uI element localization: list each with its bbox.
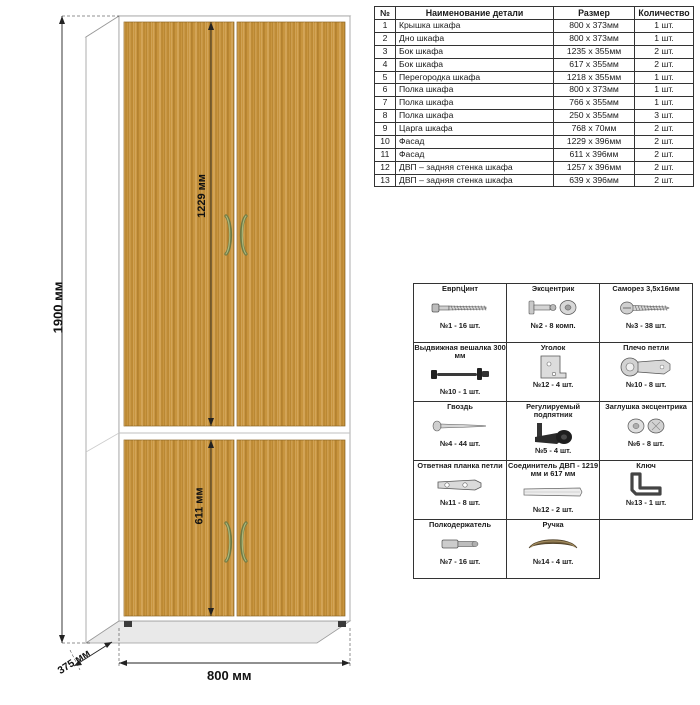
parts-cell-size: 611 х 396мм	[554, 148, 635, 161]
parts-cell-size: 1229 х 396мм	[554, 135, 635, 148]
parts-cell-qty: 2 шт.	[635, 161, 694, 174]
hardware-code: №11 - 8 шт.	[440, 498, 480, 507]
parts-cell-qty: 1 шт.	[635, 20, 694, 33]
parts-cell-name: Перегородка шкафа	[396, 71, 554, 84]
hardware-table	[413, 283, 693, 579]
parts-cell-size: 1235 х 355мм	[554, 45, 635, 58]
parts-cell-name: Дно шкафа	[396, 32, 554, 45]
parts-cell-num: 8	[375, 110, 396, 123]
table-row	[375, 97, 694, 110]
parts-cell-qty: 1 шт.	[635, 84, 694, 97]
parts-table-header-row	[375, 7, 694, 20]
self-tapping-screw-icon	[600, 295, 692, 321]
hardware-title: Ручка	[542, 520, 564, 529]
hinge-plate-icon	[414, 472, 506, 498]
table-row	[375, 20, 694, 33]
hardware-title: Заглушка эксцентрика	[605, 402, 687, 411]
parts-cell-name: ДВП – задняя стенка шкафа	[396, 161, 554, 174]
parts-cell-qty: 1 шт.	[635, 32, 694, 45]
pull-out-hanger-icon	[414, 361, 506, 387]
parts-cell-qty: 2 шт.	[635, 135, 694, 148]
parts-cell-name: ДВП – задняя стенка шкафа	[396, 174, 554, 187]
hardware-title: Соединитель ДВП - 1219 мм и 617 мм	[507, 461, 599, 479]
hardware-code: №14 - 4 шт.	[532, 557, 574, 566]
table-row	[375, 110, 694, 123]
parts-cell-num: 1	[375, 20, 396, 33]
hardware-cell	[507, 402, 600, 461]
hardware-code: №1 - 16 шт.	[439, 321, 481, 330]
parts-cell-qty: 2 шт.	[635, 58, 694, 71]
parts-cell-name: Полка шкафа	[396, 97, 554, 110]
hardware-code: №12 - 2 шт.	[532, 505, 574, 515]
parts-cell-num: 4	[375, 58, 396, 71]
table-row	[375, 71, 694, 84]
parts-cell-name: Бок шкафа	[396, 45, 554, 58]
parts-cell-qty: 3 шт.	[635, 110, 694, 123]
parts-cell-num: 5	[375, 71, 396, 84]
hardware-title: Ключ	[636, 461, 656, 470]
allen-key-icon	[600, 472, 692, 498]
parts-cell-num: 7	[375, 97, 396, 110]
table-row	[375, 58, 694, 71]
parts-cell-name: Бок шкафа	[396, 58, 554, 71]
parts-cell-name: Полка шкафа	[396, 110, 554, 123]
parts-cell-qty: 1 шт.	[635, 97, 694, 110]
parts-cell-name: Полка шкафа	[396, 84, 554, 97]
hardware-row	[414, 402, 693, 461]
hardware-code: №10 - 1 шт.	[439, 387, 481, 397]
parts-cell-name: Фасад	[396, 148, 554, 161]
hardware-code: №4 - 44 шт.	[439, 439, 481, 448]
hardware-code: №12 - 4 шт.	[532, 380, 574, 389]
hardware-cell	[600, 343, 693, 402]
parts-table	[374, 6, 694, 187]
parts-cell-name: Царга шкафа	[396, 123, 554, 136]
hardware-title: Эксцентрик	[531, 284, 575, 293]
table-row	[375, 123, 694, 136]
hardware-cell	[507, 343, 600, 402]
hardware-cell	[600, 461, 693, 520]
euro-screw-icon	[414, 295, 506, 321]
table-row	[375, 135, 694, 148]
table-row	[375, 161, 694, 174]
parts-cell-size: 768 х 70мм	[554, 123, 635, 136]
hardware-title: Выдвижная вешалка 300 мм	[414, 343, 506, 361]
hardware-cell	[507, 461, 600, 520]
cam-lock-icon	[507, 295, 599, 321]
hardware-cell	[507, 520, 600, 579]
hardware-code: №5 - 4 шт.	[534, 446, 572, 456]
parts-cell-size: 1257 х 396мм	[554, 161, 635, 174]
hardware-title: Регулируемый подпятник	[526, 402, 581, 420]
dim-lower-door-label: 611 мм	[193, 487, 206, 525]
hardware-cell	[600, 402, 693, 461]
parts-cell-num: 9	[375, 123, 396, 136]
dim-height-label: 1900 мм	[50, 281, 66, 334]
hardware-row	[414, 343, 693, 402]
parts-cell-num: 12	[375, 161, 396, 174]
hinge-arm-icon	[600, 354, 692, 380]
dim-width-label: 800 мм	[207, 668, 252, 683]
dim-upper-door-label: 1229 мм	[195, 174, 208, 218]
hardware-code: №7 - 16 шт.	[439, 557, 481, 566]
parts-cell-name: Крышка шкафа	[396, 20, 554, 33]
parts-cell-qty: 1 шт.	[635, 71, 694, 84]
adjustable-foot-icon	[507, 420, 599, 446]
parts-cell-size: 766 х 355мм	[554, 97, 635, 110]
hardware-cell	[414, 402, 507, 461]
cam-cover-cap-icon	[600, 413, 692, 439]
hardware-cell	[414, 284, 507, 343]
parts-cell-qty: 2 шт.	[635, 45, 694, 58]
hardware-cell-empty	[600, 520, 693, 579]
parts-header-qty: Количество	[635, 7, 694, 20]
hardware-cell	[507, 284, 600, 343]
hardware-title: Ответная планка петли	[417, 461, 503, 470]
table-row	[375, 84, 694, 97]
parts-cell-num: 10	[375, 135, 396, 148]
hardware-title: Еврովинт	[442, 284, 479, 293]
table-row	[375, 148, 694, 161]
hardware-title: Саморез 3,5х16мм	[612, 284, 680, 293]
parts-header-num: №	[375, 7, 396, 20]
hardware-row	[414, 520, 693, 579]
parts-cell-num: 6	[375, 84, 396, 97]
parts-header-size: Размер	[554, 7, 635, 20]
table-row	[375, 32, 694, 45]
parts-cell-size: 800 х 373мм	[554, 32, 635, 45]
parts-cell-num: 3	[375, 45, 396, 58]
nail-icon	[414, 413, 506, 439]
parts-cell-size: 250 х 355мм	[554, 110, 635, 123]
hardware-code: №6 - 8 шт.	[627, 439, 665, 448]
hardware-code: №13 - 1 шт.	[625, 498, 667, 507]
shelf-support-icon	[414, 531, 506, 557]
parts-cell-num: 2	[375, 32, 396, 45]
hardware-code: №3 - 38 шт.	[625, 321, 667, 330]
hardware-code: №10 - 8 шт.	[625, 380, 667, 389]
parts-cell-num: 13	[375, 174, 396, 187]
hardware-title: Гвоздь	[447, 402, 473, 411]
parts-cell-qty: 2 шт.	[635, 123, 694, 136]
hardware-title: Уголок	[540, 343, 566, 352]
hardware-cell	[600, 284, 693, 343]
parts-cell-qty: 2 шт.	[635, 148, 694, 161]
corner-bracket-icon	[507, 354, 599, 380]
hardware-cell	[414, 461, 507, 520]
parts-cell-qty: 2 шт.	[635, 174, 694, 187]
hdf-connector-icon	[507, 479, 599, 505]
hardware-code: №2 - 8 комп.	[530, 321, 576, 330]
parts-cell-size: 1218 х 355мм	[554, 71, 635, 84]
hardware-row	[414, 284, 693, 343]
table-row	[375, 174, 694, 187]
handle-icon	[507, 531, 599, 557]
parts-cell-name: Фасад	[396, 135, 554, 148]
parts-cell-size: 639 х 396мм	[554, 174, 635, 187]
hardware-title: Плечо петли	[623, 343, 670, 352]
hardware-title: Полкодержатель	[429, 520, 492, 529]
hardware-cell	[414, 343, 507, 402]
parts-cell-size: 800 х 373мм	[554, 84, 635, 97]
parts-cell-size: 800 х 373мм	[554, 20, 635, 33]
parts-header-name: Наименование детали	[396, 7, 554, 20]
hardware-row	[414, 461, 693, 520]
table-row	[375, 45, 694, 58]
hardware-cell	[414, 520, 507, 579]
parts-cell-num: 11	[375, 148, 396, 161]
parts-cell-size: 617 х 355мм	[554, 58, 635, 71]
dim-depth-label: 375 мм	[55, 647, 93, 677]
